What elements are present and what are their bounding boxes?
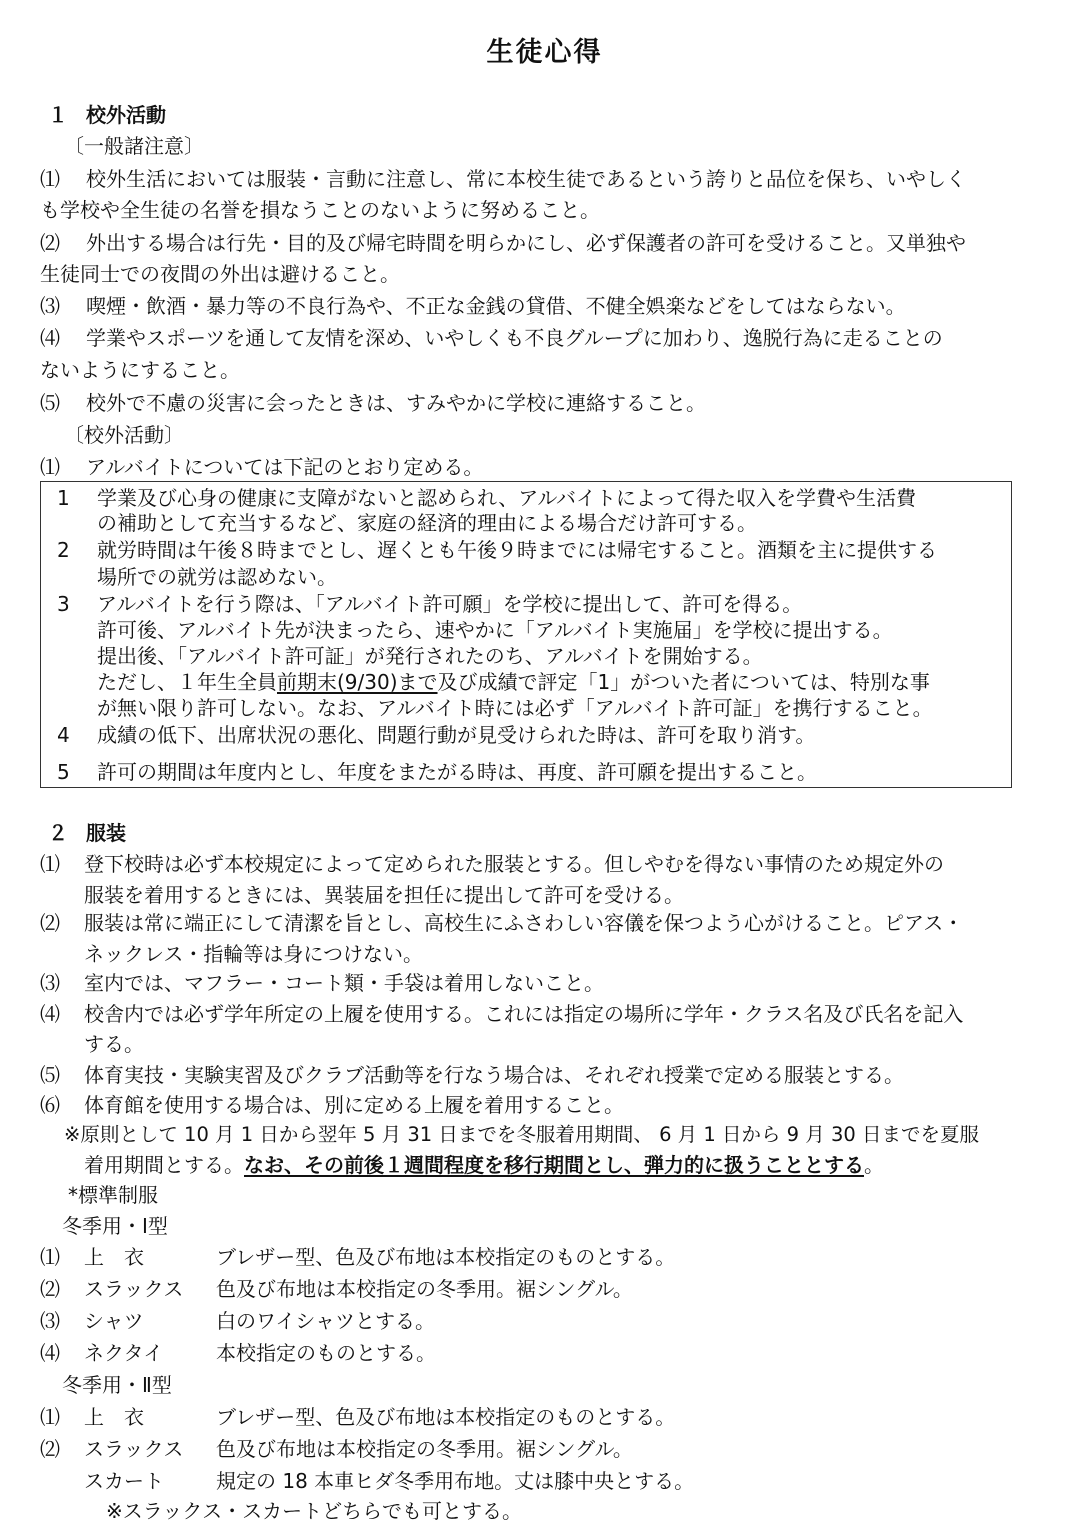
item-text: 室内では、マフラー・コート類・手袋は着用しないこと。 (84, 971, 604, 995)
tadashi-underlined: 前期末(9/30)まで (277, 670, 438, 694)
uniform-part-label: シャツ (84, 1309, 144, 1333)
box-item-1-cont: の補助として充当するなど、家庭の経済的理由による場合だけ許可する。 (97, 511, 757, 535)
box-item-number: 4 (57, 723, 70, 747)
box-item-text: 学業及び心身の健康に支障がないと認められ、アルバイトによって得た収入を学費や生活費 (97, 486, 916, 510)
uniform-part-desc: 色及び布地は本校指定の冬季用。裾シングル。 (216, 1277, 633, 1301)
box-item-text: 許可の期間は年度内とし、年度をまたがる時は、再度、許可願を提出すること。 (97, 760, 817, 784)
uniform-part-label: ネクタイ (84, 1341, 164, 1365)
dress-item-1-cont: 服装を着用するときには、異装届を担任に提出して許可を受ける。 (84, 883, 684, 907)
winter1-item-3 (40, 1306, 840, 1336)
uniform-part-label: スラックス (84, 1277, 184, 1301)
item-text: 校外生活においては服装・言動に注意し、常に本校生徒であるという誇りと品位を保ち、いやしく (86, 167, 966, 191)
item-text: 生徒同士での夜間の外出は避けること。 (40, 262, 400, 286)
winter2-item-2 (40, 1434, 840, 1464)
item-text: 校舎内では必ず学年所定の上履を使用する。これには指定の場所に学年・クラス名及び氏名を記入 (84, 1002, 964, 1026)
season-note-line2 (84, 1150, 884, 1180)
item-number: ⑴ (40, 852, 60, 876)
winter1-item-2 (40, 1274, 840, 1304)
item-number: ⑷ (40, 326, 60, 350)
section-1-number: １ (48, 103, 68, 127)
season-note-plain: 着用期間とする。 (84, 1153, 244, 1177)
item-number: ⑴ (40, 167, 60, 191)
item-text: 外出する場合は行先・目的及び帰宅時間を明らかにし、必ず保護者の許可を受けること。又単独や (86, 231, 966, 255)
item-number: ⑵ (40, 911, 60, 935)
part-time-rules-box (40, 481, 1012, 788)
item-number: ⑷ (40, 1002, 60, 1026)
item-number: ⑹ (40, 1093, 60, 1117)
uniform-part-desc: ブレザー型、色及び布地は本校指定のものとする。 (216, 1245, 676, 1269)
item-text: 喫煙・飲酒・暴力等の不良行為や、不正な金銭の貸借、不健全娯楽などをしてはならない。 (86, 294, 906, 318)
season-note-end: 。 (864, 1153, 884, 1177)
item-text: 服装は常に端正にして清潔を旨とし、高校生にふさわしい容儀を保つよう心がけること。ピアス・ (84, 911, 964, 935)
box-item-3-line2: 許可後、アルバイト先が決まったら、速やかに「アルバイト実施届」を学校に提出する。 (97, 618, 893, 642)
winter1-item-4 (40, 1338, 840, 1368)
uniform-part-label: 上 衣 (84, 1245, 144, 1269)
uniform-part-label: スカート (84, 1469, 164, 1493)
winter2-item-skirt (40, 1466, 840, 1496)
item-number: ⑴ (40, 455, 60, 479)
uniform-part-desc: ブレザー型、色及び布地は本校指定のものとする。 (216, 1405, 676, 1429)
activity-label: 〔校外活動〕 (64, 423, 184, 447)
box-item-text: 就労時間は午後８時までとし、遅くとも午後９時までには帰宅すること。酒類を主に提供する (97, 538, 937, 562)
winter1-item-1 (40, 1242, 840, 1272)
uniform-part-label: スラックス (84, 1437, 184, 1461)
uniform-part-desc: 規定の 18 本車ヒダ冬季用布地。丈は膝中央とする。 (216, 1469, 695, 1493)
item-text: 体育館を使用する場合は、別に定める上履を着用すること。 (84, 1093, 624, 1117)
section-2-number: ２ (48, 821, 68, 845)
item-text: アルバイトについては下記のとおり定める。 (86, 455, 484, 479)
item-number: ⑴ (40, 1245, 60, 1269)
final-note: ※スラックス・スカートどちらでも可とする。 (106, 1499, 522, 1523)
item-text: 体育実技・実験実習及びクラブ活動等を行なう場合は、それぞれ授業で定める服装とする。 (84, 1063, 904, 1087)
item-text: ないようにすること。 (40, 358, 240, 382)
section-1-heading (48, 100, 166, 130)
section-1-title: 校外活動 (86, 103, 166, 127)
box-item-3-tadashi-cont: が無い限り許可しない。なお、アルバイト時には必ず「アルバイト許可証」を携行すること。 (97, 696, 933, 720)
box-item-text: 成績の低下、出席状況の悪化、問題行動が見受けられた時は、許可を取り消す。 (97, 723, 816, 747)
box-item-number: 2 (57, 538, 70, 562)
item-number: ⑴ (40, 1405, 60, 1429)
box-item-number: 5 (57, 760, 70, 784)
dress-item-4-cont: する。 (84, 1032, 144, 1056)
item-number: ⑵ (40, 231, 60, 255)
uniform-part-desc: 本校指定のものとする。 (216, 1341, 436, 1365)
item-text: 校外で不慮の災害に会ったときは、すみやかに学校に連絡すること。 (86, 391, 706, 415)
item-text: 登下校時は必ず本校規定によって定められた服装とする。但しやむを得ない事情のため規定外の (84, 852, 944, 876)
item-number: ⑶ (40, 971, 60, 995)
winter2-item-1 (40, 1402, 840, 1432)
item-number: ⑵ (40, 1437, 60, 1461)
season-note-line1: ※原則として 10 月 1 日から翌年 5 月 31 日までを冬服着用期間、 6 月 1 日から 9 月 30 日までを夏服 (64, 1123, 979, 1146)
item-text: 学業やスポーツを通して友情を深め、いやしくも不良グループに加わり、逸脱行為に走ることの (86, 326, 943, 350)
item-number: ⑸ (40, 391, 60, 415)
item-number: ⑶ (40, 1309, 60, 1333)
section-2-heading (48, 818, 126, 848)
item-number: ⑵ (40, 1277, 60, 1301)
box-item-number: 1 (57, 486, 70, 510)
tadashi-pre: ただし、１年生全員 (97, 670, 277, 694)
general-item-1 (40, 164, 1050, 194)
item-number: ⑶ (40, 294, 60, 318)
uniform-part-desc: 色及び布地は本校指定の冬季用。裾シングル。 (216, 1437, 633, 1461)
box-item-3-line3: 提出後、「アルバイト許可証」が発行されたのち、アルバイトを開始する。 (97, 644, 763, 668)
season-note-underlined: なお、その前後１週間程度を移行期間とし、弾力的に扱うこととする (244, 1153, 864, 1177)
dress-item-2-cont: ネックレス・指輪等は身につけない。 (84, 942, 423, 966)
standard-uniform-label: *標準制服 (68, 1183, 158, 1207)
uniform-part-desc: 白のワイシャツとする。 (216, 1309, 435, 1333)
general-notes-label: 〔一般諸注意〕 (64, 134, 204, 158)
tadashi-post: 及び成績で評定「1」がついた者については、特別な事 (437, 670, 930, 694)
winter-type1-label: 冬季用・Ⅰ型 (62, 1214, 168, 1238)
box-item-text: アルバイトを行う際は、「アルバイト許可願」を学校に提出して、許可を得る。 (97, 592, 803, 616)
box-item-number: 3 (57, 592, 70, 616)
winter-type2-label: 冬季用・Ⅱ型 (62, 1373, 172, 1397)
item-text: も学校や全生徒の名誉を損なうことのないように努めること。 (40, 198, 600, 222)
box-item-2-cont: 場所での就労は認めない。 (97, 565, 337, 589)
item-number: ⑸ (40, 1063, 60, 1087)
uniform-part-label: 上 衣 (84, 1405, 144, 1429)
section-2-title: 服装 (86, 821, 126, 845)
item-number: ⑷ (40, 1341, 60, 1365)
page-title: 生徒心得 (486, 37, 603, 68)
